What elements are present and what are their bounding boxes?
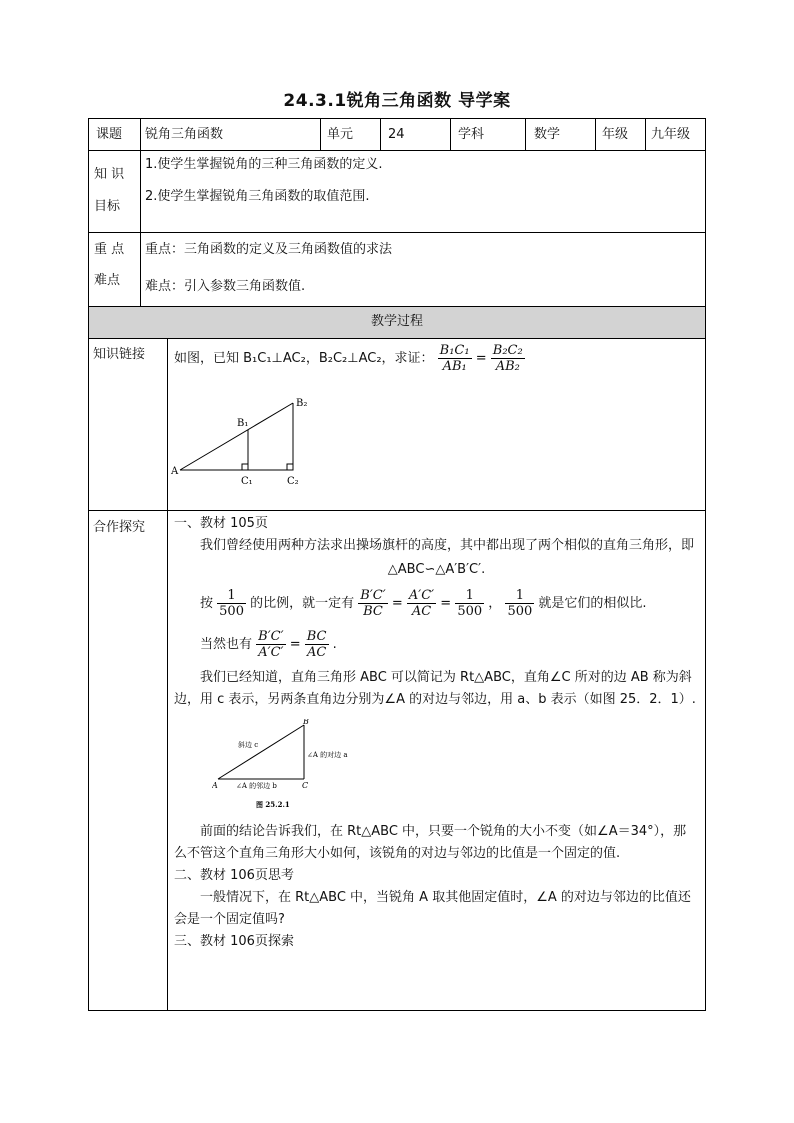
fraction-acp-ac bbox=[407, 588, 436, 619]
frac-den: AC bbox=[411, 604, 432, 619]
frac-den: 500 bbox=[219, 604, 244, 619]
topic-label: 课题 bbox=[96, 127, 123, 142]
ratio-end: 就是它们的相似比. bbox=[538, 596, 647, 611]
also-end: . bbox=[332, 637, 337, 652]
col-divider bbox=[525, 118, 526, 150]
keypoints-label-line2: 难点 bbox=[94, 273, 121, 288]
label-b: B bbox=[303, 719, 309, 726]
topic-value: 锐角三角函数 bbox=[145, 127, 224, 142]
goals-label-line1: 知 识 bbox=[94, 167, 125, 182]
frac-num: B₂C₂ bbox=[492, 343, 523, 358]
hypotenuse-line bbox=[180, 403, 293, 470]
key-point: 重点：三角函数的定义及三角函数值的求法 bbox=[145, 242, 393, 257]
row-divider bbox=[88, 306, 706, 307]
frac-num: B′C′ bbox=[360, 588, 386, 603]
equals-sign: = bbox=[440, 596, 452, 611]
fraction-b1c1-ab1 bbox=[438, 343, 472, 374]
frac-num: 1 bbox=[505, 588, 534, 604]
frac-num: A′C′ bbox=[408, 588, 435, 603]
right-triangle-abc-figure bbox=[212, 719, 372, 819]
paragraph-3: 前面的结论告诉我们，在 Rt△ABC 中，只要一个锐角的大小不变（如∠A＝34°），那么不管这个直角三角形大小如何，该锐角的对边与邻边的比值是一个固定的值. bbox=[174, 824, 687, 861]
fraction-bcp-acp bbox=[256, 629, 285, 660]
ratio-mid: 的比例，就一定有 bbox=[250, 596, 355, 611]
fraction-1-500 bbox=[217, 588, 246, 619]
label-c: C bbox=[302, 781, 309, 790]
paragraph-2: 我们已经知道，直角三角形 ABC 可以简记为 Rt△ABC，直角∠C 所对的边 AB 称为斜边，用 c 表示，另两条直角边分别为∠A 的对边与邻边，用 a、b 表示（如图 25．2．1）. bbox=[174, 670, 696, 707]
lesson-table bbox=[88, 118, 706, 1011]
grade-label: 年级 bbox=[602, 127, 629, 142]
label-b1: B₁ bbox=[237, 418, 249, 429]
process-header: 教学过程 bbox=[370, 314, 423, 329]
paragraph-4: 一般情况下，在 Rt△ABC 中，当锐角 A 取其他固定值时，∠A 的对边与邻边的比值还会是一个固定值吗? bbox=[174, 890, 691, 927]
row-divider bbox=[88, 232, 706, 233]
label-a: A bbox=[171, 466, 179, 477]
table-border-bottom bbox=[88, 1010, 706, 1011]
label-c2: C₂ bbox=[287, 476, 299, 487]
hypotenuse-ab bbox=[218, 725, 304, 779]
equals-sign: = bbox=[391, 596, 403, 611]
also-line bbox=[174, 625, 699, 665]
fraction-1-500 bbox=[455, 588, 484, 619]
grade-value: 九年级 bbox=[651, 127, 691, 142]
frac-num: 1 bbox=[455, 588, 484, 604]
frac-den: BC bbox=[363, 604, 383, 619]
fraction-bcp-bc bbox=[358, 588, 387, 619]
frac-den: 500 bbox=[507, 604, 533, 619]
label-hypotenuse: 斜边 c bbox=[238, 741, 259, 749]
subject-value: 数学 bbox=[534, 127, 561, 142]
unit-label: 单元 bbox=[327, 127, 354, 142]
knowledge-problem bbox=[174, 343, 525, 374]
label-b2: B₂ bbox=[296, 398, 308, 409]
row-divider bbox=[88, 338, 706, 339]
frac-den: 500 bbox=[457, 604, 483, 619]
label-c1: C₁ bbox=[241, 476, 253, 487]
section-3-heading: 三、教材 106页探索 bbox=[174, 934, 294, 949]
equals-sign: = bbox=[289, 637, 301, 652]
right-angle-mark-c1 bbox=[242, 464, 248, 470]
goal-item-2: 2.使学生掌握锐角三角函数的取值范围. bbox=[145, 189, 370, 204]
table-border-left bbox=[88, 118, 89, 1011]
subject-label: 学科 bbox=[458, 127, 485, 142]
ratio-line bbox=[174, 583, 699, 625]
row-divider bbox=[88, 150, 706, 151]
equals-sign: = bbox=[475, 351, 487, 366]
col-divider bbox=[320, 118, 321, 150]
frac-den: A′C′ bbox=[258, 645, 284, 660]
similar-triangles-statement: △ABC∽△A′B′C′. bbox=[387, 562, 486, 577]
label-opposite: ∠A 的对边 a bbox=[307, 751, 348, 759]
right-angle-mark-c2 bbox=[287, 464, 293, 470]
col-divider bbox=[380, 118, 381, 150]
table-border-right bbox=[705, 118, 706, 1011]
label-a: A bbox=[212, 781, 218, 790]
comma: ， bbox=[488, 596, 502, 611]
frac-den: AC bbox=[306, 645, 327, 660]
col-divider bbox=[645, 118, 646, 150]
goal-item-1: 1.使学生掌握锐角的三种三角函数的定义. bbox=[145, 157, 383, 172]
goals-label-line2: 目标 bbox=[94, 199, 121, 214]
keypoints-label-line1: 重 点 bbox=[94, 242, 125, 257]
col-divider bbox=[595, 118, 596, 150]
label-adjacent: ∠A 的邻边 b bbox=[236, 782, 277, 790]
row-divider bbox=[88, 510, 706, 511]
col-divider bbox=[140, 118, 141, 306]
fraction-1-500 bbox=[505, 588, 534, 619]
knowledge-label: 知识链接 bbox=[93, 347, 146, 362]
fraction-bc-ac bbox=[305, 629, 329, 660]
explore-label: 合作探究 bbox=[93, 520, 146, 535]
frac-num: B₁C₁ bbox=[439, 343, 470, 358]
paragraph-1: 我们曾经使用两种方法求出操场旗杆的高度，其中都出现了两个相似的直角三角形，即 bbox=[200, 538, 695, 553]
also-pre: 当然也有 bbox=[200, 637, 253, 652]
ratio-pre: 按 bbox=[200, 596, 214, 611]
frac-den: AB₂ bbox=[495, 359, 520, 374]
frac-num: B′C′ bbox=[258, 629, 284, 644]
figure-caption: 图 25.2.1 bbox=[256, 800, 290, 809]
table-border-top bbox=[88, 118, 706, 119]
knowledge-intro: 如图，已知 B₁C₁⊥AC₂，B₂C₂⊥AC₂，求证： bbox=[174, 351, 434, 366]
frac-den: AB₁ bbox=[442, 359, 467, 374]
difficulty-point: 难点：引入参数三角函数值. bbox=[145, 279, 306, 294]
fraction-b2c2-ab2 bbox=[491, 343, 525, 374]
frac-num: BC bbox=[306, 629, 327, 644]
explore-content bbox=[174, 513, 699, 953]
figure-25-2-1 bbox=[174, 711, 699, 821]
col-divider bbox=[450, 118, 451, 150]
unit-value: 24 bbox=[388, 127, 405, 142]
section-2-heading: 二、教材 106页思考 bbox=[174, 868, 294, 883]
section-1-heading: 一、教材 105页 bbox=[174, 516, 268, 531]
page-title: 24.3.1锐角三角函数 导学案 bbox=[283, 91, 511, 111]
similar-triangles-figure bbox=[168, 388, 318, 488]
frac-num: 1 bbox=[217, 588, 246, 604]
